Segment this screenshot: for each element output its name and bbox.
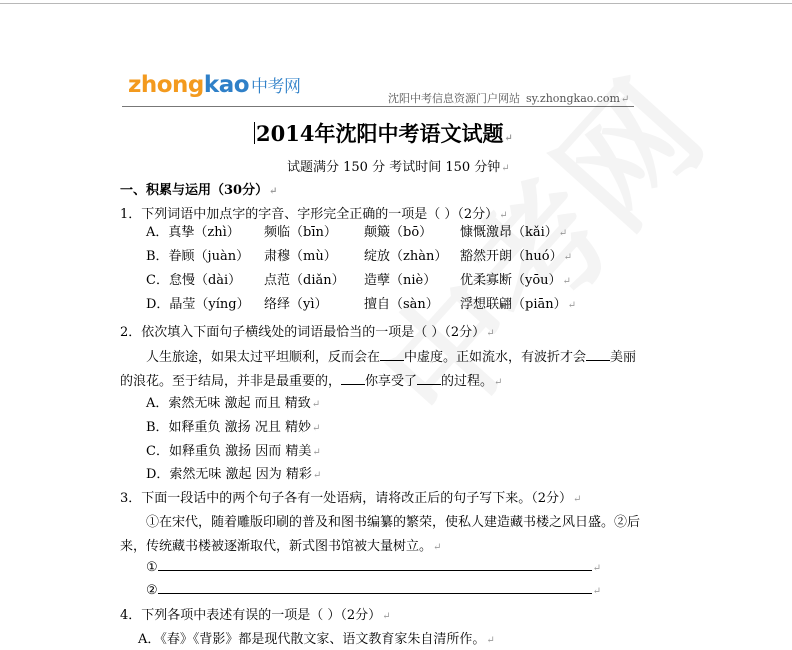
exam-info: 试题满分 150 分 考试时间 150 分钟↵	[287, 160, 510, 175]
q3-answer-line-1: ① ↵	[146, 560, 602, 575]
site-url: sy.zhongkao.com	[526, 92, 620, 105]
q3-passage-line-1: ①在宋代，随着雕版印刷的普及和图书编纂的繁荣，使私人建造藏书楼之风日盛。②后	[146, 515, 641, 530]
q4-option-a: A．《春》《背影》都是现代散文家、语文教育家朱自清所作。↵	[138, 632, 495, 647]
q2-passage-line-2: 的浪花。至于结局，并非是最重要的， 你享受了 的过程。↵	[120, 374, 503, 389]
q1-option-a: A．真挚（zhì） 频临（bīn） 颠簸（bō） 慷慨激昂（kǎi）↵	[146, 225, 568, 240]
q2-option-a: A．索然无味 激起 而且 精致↵	[146, 396, 321, 411]
header-rule	[122, 106, 634, 107]
fill-blank	[586, 348, 610, 361]
answer-underline	[158, 581, 592, 594]
answer-underline	[158, 558, 592, 571]
q3-answer-line-2: ② ↵	[146, 583, 602, 598]
site-name: 沈阳中考信息资源门户网站	[388, 92, 520, 105]
question-2-stem: 2．依次填入下面句子横线处的词语最恰当的一项是（ ）（2分）↵	[120, 325, 495, 340]
q1-option-b: B．眷顾（juàn） 肃穆（mù） 绽放（zhàn） 豁然开朗（huó）↵	[146, 249, 572, 264]
question-4-stem: 4．下列各项中表述有误的一项是（ ）（2分）↵	[120, 608, 391, 623]
top-border	[0, 3, 792, 4]
question-3-stem: 3．下面一段话中的两个句子各有一处语病，请将改正后的句子写下来。（2分）↵	[120, 491, 582, 506]
site-banner: 沈阳中考信息资源门户网站 sy.zhongkao.com↵	[388, 92, 630, 105]
fill-blank	[417, 372, 441, 385]
text-cursor	[254, 122, 255, 144]
q2-option-b: B．如释重负 激扬 况且 精妙↵	[146, 420, 321, 435]
fill-blank	[341, 372, 365, 385]
q2-option-c: C．如释重负 激扬 因而 精美↵	[146, 444, 321, 459]
zhongkao-logo: zhongkao 中考网	[128, 72, 301, 98]
fill-blank	[380, 348, 404, 361]
section-heading: 一、积累与运用（30分）↵	[120, 183, 278, 198]
q2-passage-line-1: 人生旅途，如果太过平坦顺利，反而会在 中虚度。正如流水，有波折才会 美丽	[146, 350, 637, 365]
q1-option-c: C．怠慢（dài） 点范（diǎn） 造孽（niè） 优柔寡断（yōu）↵	[146, 273, 571, 288]
q3-passage-line-2: 来，传统藏书楼被逐渐取代，新式图书馆被大量树立。↵	[120, 539, 442, 554]
q2-option-d: D．索然无味 激起 因为 精彩↵	[146, 467, 322, 482]
document-title: 2014年沈阳中考语文试题↵	[256, 121, 513, 146]
question-1-stem: 1．下列词语中加点字的字音、字形完全正确的一项是（ ）（2分）↵	[120, 207, 508, 222]
q1-option-d: D．晶莹（yíng） 络绎（yì） 擅自（sàn） 浮想联翩（piān）↵	[146, 297, 576, 312]
